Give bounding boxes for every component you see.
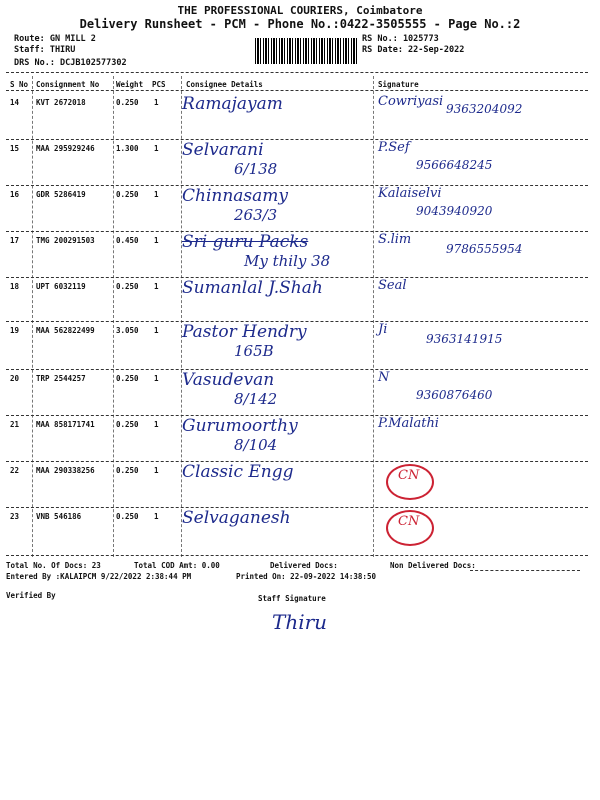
col-sno: S No bbox=[10, 80, 29, 89]
consignee-address: 8/104 bbox=[234, 436, 278, 454]
column-divider bbox=[6, 90, 588, 91]
row-weight: 0.250 bbox=[116, 512, 139, 521]
consignee-name: Sri guru Packs bbox=[182, 232, 309, 252]
rs-date: RS Date: 22-Sep-2022 bbox=[362, 45, 465, 55]
row-consignment: MAA 295929246 bbox=[36, 144, 95, 153]
consignee-address: My thily 38 bbox=[244, 252, 331, 270]
col-pcs: PCS bbox=[152, 80, 166, 89]
row-pcs: 1 bbox=[154, 466, 159, 475]
row-pcs: 1 bbox=[154, 144, 159, 153]
staff-signature-label: Staff Signature bbox=[258, 594, 326, 603]
row-weight: 0.250 bbox=[116, 466, 139, 475]
row-consignment: MAA 858171741 bbox=[36, 420, 95, 429]
signature-mark: CN bbox=[398, 514, 420, 529]
consignee-name: Pastor Hendry bbox=[182, 322, 307, 342]
row-consignment: UPT 6032119 bbox=[36, 282, 86, 291]
consignee-name: Gurumoorthy bbox=[182, 416, 298, 436]
row-pcs: 1 bbox=[154, 98, 159, 107]
consignee-address: 263/3 bbox=[234, 206, 278, 224]
signature-phone: 9363141915 bbox=[426, 332, 503, 346]
row-consignment: VNB 546186 bbox=[36, 512, 82, 521]
table-row bbox=[6, 232, 588, 278]
signature-phone: 9786555954 bbox=[446, 242, 523, 256]
entered-by: Entered By :KALAIPCM 9/22/2022 2:38:44 PM bbox=[6, 572, 192, 581]
row-weight: 0.250 bbox=[116, 98, 139, 107]
row-sno: 23 bbox=[10, 512, 20, 521]
row-pcs: 1 bbox=[154, 326, 159, 335]
table-row bbox=[6, 278, 588, 322]
consignee-address: 165B bbox=[234, 342, 274, 360]
row-consignment: TMG 200291503 bbox=[36, 236, 95, 245]
row-pcs: 1 bbox=[154, 236, 159, 245]
row-sno: 14 bbox=[10, 98, 20, 107]
row-consignment: TRP 2544257 bbox=[36, 374, 86, 383]
table-row bbox=[6, 416, 588, 462]
cn-circle-icon bbox=[386, 464, 434, 500]
row-weight: 3.050 bbox=[116, 326, 139, 335]
row-sno: 21 bbox=[10, 420, 20, 429]
row-consignment: GDR 5286419 bbox=[36, 190, 86, 199]
table-row bbox=[6, 462, 588, 508]
row-pcs: 1 bbox=[154, 190, 159, 199]
row-divider bbox=[6, 555, 588, 556]
row-sno: 20 bbox=[10, 374, 20, 383]
footer-blank-line bbox=[470, 570, 580, 571]
signature-mark: S.lim bbox=[378, 232, 412, 247]
row-consignment: KVT 2672018 bbox=[36, 98, 86, 107]
row-consignment: MAA 562822499 bbox=[36, 326, 95, 335]
signature-mark: N bbox=[378, 370, 390, 385]
delivered-docs: Delivered Docs: bbox=[270, 561, 338, 570]
signature-phone: 9043940920 bbox=[416, 204, 493, 218]
table-row bbox=[6, 140, 588, 186]
row-pcs: 1 bbox=[154, 420, 159, 429]
consignee-name: Classic Engg bbox=[182, 462, 294, 482]
col-consignee: Consignee Details bbox=[186, 80, 263, 89]
runsheet-subtitle: Delivery Runsheet - PCM - Phone No.:0422-3505555 - Page No.:2 bbox=[79, 17, 521, 31]
row-pcs: 1 bbox=[154, 512, 159, 521]
row-pcs: 1 bbox=[154, 282, 159, 291]
row-pcs: 1 bbox=[154, 374, 159, 383]
signature-mark: P.Sef bbox=[378, 140, 410, 155]
consignee-name: Selvaganesh bbox=[182, 508, 291, 528]
total-docs: Total No. Of Docs: 23 bbox=[6, 561, 101, 570]
signature-mark: CN bbox=[398, 468, 420, 483]
row-sno: 18 bbox=[10, 282, 20, 291]
row-weight: 0.450 bbox=[116, 236, 139, 245]
table-row bbox=[6, 186, 588, 232]
consignee-name: Ramajayam bbox=[182, 94, 283, 114]
signature-mark: Kalaiselvi bbox=[378, 186, 442, 201]
row-weight: 0.250 bbox=[116, 282, 139, 291]
signature-mark: P.Malathi bbox=[378, 416, 439, 431]
row-weight: 0.250 bbox=[116, 190, 139, 199]
non-delivered-docs: Non Delivered Docs: bbox=[390, 561, 476, 570]
signature-mark: Ji bbox=[378, 322, 388, 337]
row-sno: 22 bbox=[10, 466, 20, 475]
col-signature: Signature bbox=[378, 80, 419, 89]
signature-mark: Seal bbox=[378, 278, 407, 293]
staff-label: Staff: THIRU bbox=[14, 45, 76, 55]
signature-phone: 9566648245 bbox=[416, 158, 493, 172]
consignee-name: Selvarani bbox=[182, 140, 264, 160]
row-sno: 16 bbox=[10, 190, 20, 199]
consignee-name: Chinnasamy bbox=[182, 186, 289, 206]
table-row bbox=[6, 508, 588, 556]
row-consignment: MAA 290338256 bbox=[36, 466, 95, 475]
barcode-icon bbox=[255, 38, 357, 64]
row-weight: 0.250 bbox=[116, 420, 139, 429]
drs-number: DRS No.: DCJB102577302 bbox=[14, 58, 127, 68]
row-weight: 1.300 bbox=[116, 144, 139, 153]
total-cod: Total COD Amt: 0.00 bbox=[134, 561, 220, 570]
consignee-address: 8/142 bbox=[234, 390, 278, 408]
row-sno: 17 bbox=[10, 236, 20, 245]
cn-circle-icon bbox=[386, 510, 434, 546]
company-title: THE PROFESSIONAL COURIERS, Coimbatore bbox=[177, 4, 423, 17]
verified-by: Verified By bbox=[6, 591, 56, 600]
consignee-name: Sumanlal J.Shah bbox=[182, 278, 323, 298]
row-sno: 15 bbox=[10, 144, 20, 153]
signature-mark: Cowriyasi bbox=[378, 94, 444, 109]
consignee-name: Vasudevan bbox=[182, 370, 275, 390]
header-divider bbox=[6, 72, 588, 73]
consignee-address: 6/138 bbox=[234, 160, 278, 178]
signature-phone: 9360876460 bbox=[416, 388, 493, 402]
staff-signature: Thiru bbox=[272, 610, 328, 634]
signature-phone: 9363204092 bbox=[446, 102, 523, 116]
printed-on: Printed On: 22-09-2022 14:38:50 bbox=[236, 572, 376, 581]
col-weight: Weight bbox=[116, 80, 144, 89]
row-weight: 0.250 bbox=[116, 374, 139, 383]
rs-number: RS No.: 1025773 bbox=[362, 34, 439, 44]
table-row bbox=[6, 94, 588, 140]
route-label: Route: GN MILL 2 bbox=[14, 34, 96, 44]
table-row bbox=[6, 322, 588, 370]
row-sno: 19 bbox=[10, 326, 20, 335]
col-consignment: Consignment No bbox=[36, 80, 100, 89]
table-row bbox=[6, 370, 588, 416]
